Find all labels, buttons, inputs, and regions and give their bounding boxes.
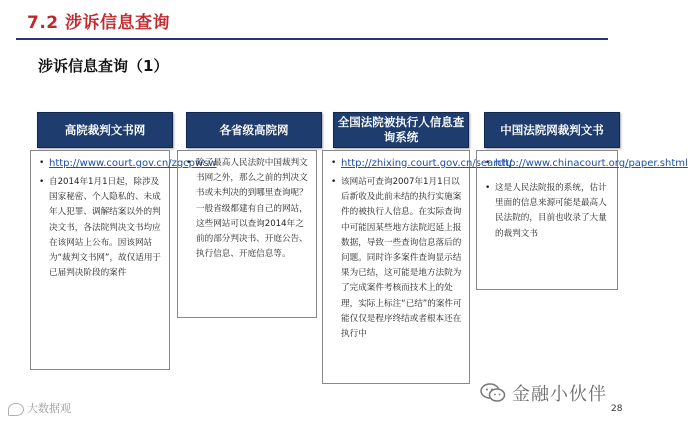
section-subtitle: 涉诉信息查询（1） [38,57,169,75]
chat-bubble-icon [8,403,24,416]
column-2-text: • 除了最高人民法院中国裁判文书网之外，那么之前的判决文书或未判决的到哪里查询呢？一般省级都建有自己的网站，这些网站可以查询2014年之前的部分判决书、开庭公告、执行信息、开庭信息等。 [196,156,310,262]
column-3-link[interactable]: • http://zhixing.court.gov.cn/search/ [341,156,463,171]
watermark-left-text: 大数据观 [27,402,71,415]
column-3-text: • 该网站可查询2007年1月1日以后新收及此前未结的执行实施案件的被执行人信息。在实际查询中可能因某些地方法院迟延上报数据，导致一些查询信息落后的问题。同时许多案件查询显示结果为已结，这可能是地方法院为了完成案件考核而技术上的处理，实际上标注“已结”的案件可能仅仅是程序终结或者根本还在执行中 [341,175,463,342]
watermark-left [8,400,71,416]
watermark-right-text: 金融小伙伴 [512,384,607,405]
column-4-link[interactable]: • http://www.chinacourt.org/paper.shtml [495,156,611,171]
column-list-4 [483,156,688,242]
column-heading-3: 全国法院被执行人信息查询系统 [333,112,469,148]
header-rule [16,38,608,40]
column-list-3 [329,156,513,342]
column-box-2 [177,150,317,318]
column-box-3 [322,150,513,384]
header-bar [0,0,640,40]
column-1-text: • 自2014年1月1日起，除涉及国家秘密、个人隐私的、未成年人犯罪、调解结案以外的判决文书，各法院判决文书均应在该网站上公布。因该网站为“裁判文书网”，故仅适用于已届判决阶段的案件 [49,175,163,281]
page-title: 7.2 涉诉信息查询 [27,13,171,33]
column-heading-1: 高院裁判文书网 [37,112,173,148]
column-box-4 [476,150,688,290]
column-list-1 [37,156,217,281]
wechat-icon [480,383,506,403]
column-heading-2: 各省级高院网 [186,112,322,148]
column-box-1 [30,150,217,370]
column-heading-4: 中国法院网裁判文书 [484,112,620,148]
column-1-link[interactable]: • http://www.court.gov.cn/zgcpwsw [49,156,163,171]
watermark-right [480,380,607,406]
column-list-2 [184,156,310,262]
page-number: 28 [611,404,623,414]
column-4-text: • 这是人民法院报的系统，估计里面的信息来源可能是最高人民法院的，目前也收录了大量的裁判文书 [495,181,611,242]
